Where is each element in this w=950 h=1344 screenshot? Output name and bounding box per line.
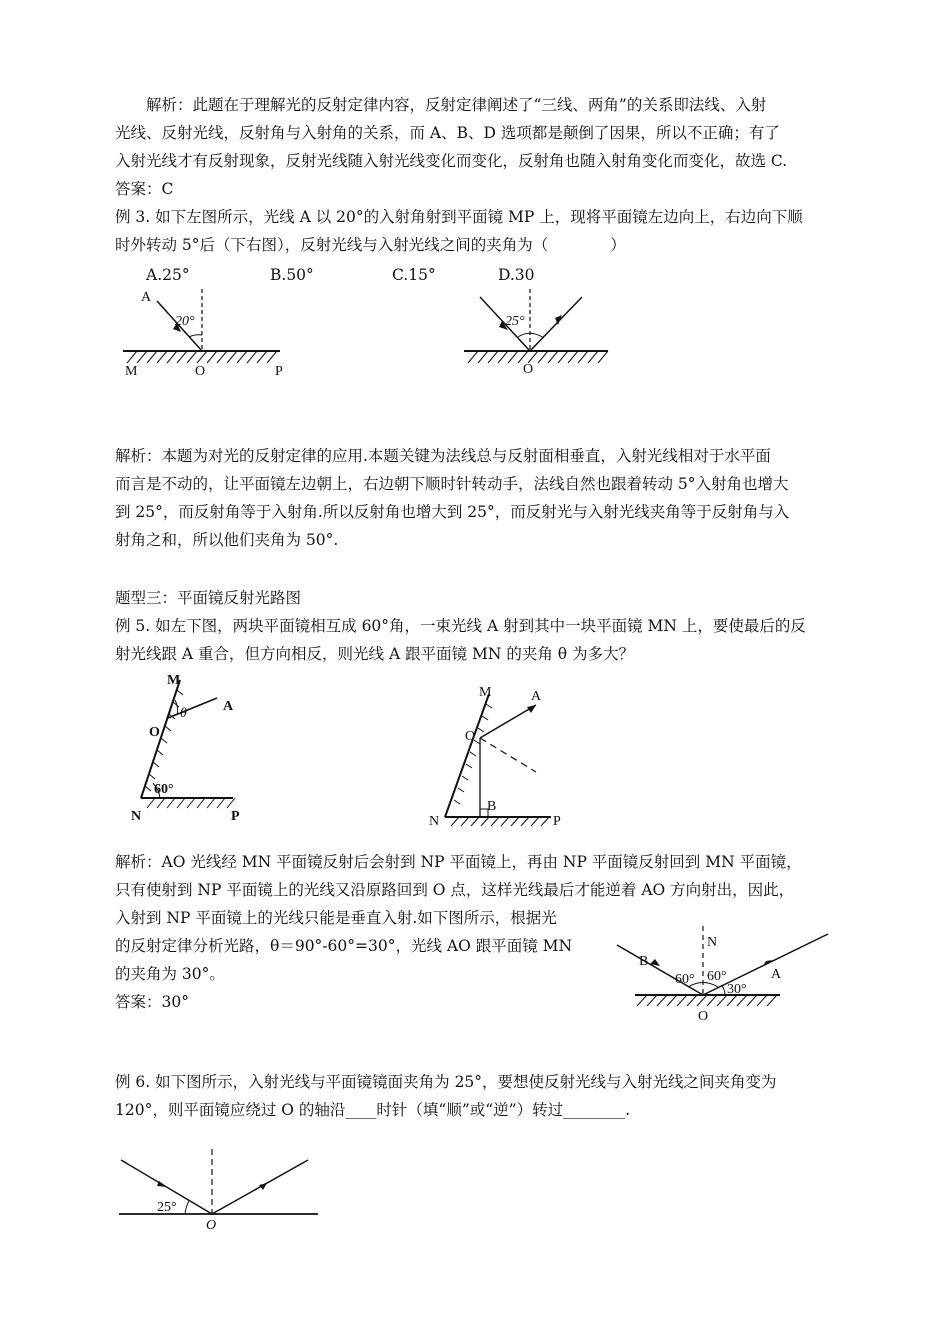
label-m: M [167, 673, 181, 688]
label-m: M [125, 364, 138, 379]
label-angle-30: 30° [727, 982, 747, 997]
option-c: C.15° [392, 266, 436, 284]
label-theta: θ [180, 706, 187, 721]
figure-two-mirrors [125, 670, 250, 828]
label-angle-left: 60° [675, 972, 695, 987]
label-a: A [141, 290, 152, 305]
text-line: 而言是不动的，让平面镜左边朝上，右边朝下顺时针转动手，法线自然也跟着转动 5°入射角也增大 [115, 475, 789, 493]
text-line: 光线、反射光线，反射角与入射角的关系，而 A、B、D 选项都是颠倒了因果，所以不正确；有了 [115, 124, 780, 142]
example6-question: 120°，则平面镜应绕过 O 的轴沿____时针（填“顺”或“逆”）转过________. [115, 1101, 631, 1119]
example5-question: 射光线跟 A 重合，但方向相反，则光线 A 跟平面镜 MN 的夹角 θ 为多大？ [115, 645, 635, 663]
text-line: 的夹角为 30°。 [115, 965, 225, 983]
text-line: 到 25°，而反射角等于入射角.所以反射角也增大到 25°，而反射光与入射光线夹角等于反射角与入 [115, 503, 790, 521]
label-n: N [429, 814, 440, 829]
label-o: O [523, 362, 534, 377]
figure-mirror-25deg-angle [115, 1145, 325, 1235]
label-b: B [639, 954, 649, 969]
text-line: 的反射定律分析光路，θ＝90°-60°=30°，光线 AO 跟平面镜 MN [115, 937, 573, 955]
label-a: A [531, 689, 542, 704]
figure-reflection-60deg [605, 920, 845, 1025]
example5-question: 例 5. 如左下图，两块平面镜相互成 60°角，一束光线 A 射到其中一块平面镜 MN 上，要使最后的反 [115, 617, 806, 635]
label-o: O [206, 1218, 217, 1233]
label-angle-right: 60° [707, 969, 727, 984]
option-a: A.25° [146, 266, 190, 284]
example3-question: 例 3. 如下左图所示，光线 A 以 20°的入射角射到平面镜 MP 上，现将平面镜左边向上，右边向下顺 [115, 208, 803, 226]
text-line: 解析：本题为对光的反射定律的应用.本题关键为法线总与反射面相垂直，入射光线相对于水平面 [115, 447, 771, 465]
answer-line: 答案：C [115, 180, 174, 198]
label-angle: 60° [154, 782, 174, 797]
figure-mirror-25deg [458, 285, 618, 380]
example3-question: 时外转动 5°后（下右图），反射光线与入射光线之间的夹角为（ ） [115, 236, 626, 254]
label-n: N [131, 809, 142, 824]
label-p: P [553, 814, 561, 829]
label-o: O [195, 364, 206, 379]
example6-question: 例 6. 如下图所示，入射光线与平面镜镜面夹角为 25°，要想使反射光线与入射光线之间夹角变为 [115, 1073, 777, 1091]
label-o: O [698, 1009, 709, 1024]
text-line: 解析：AO 光线经 MN 平面镜反射后会射到 NP 平面镜上，再由 NP 平面镜反射回到 MN 平面镜， [115, 853, 802, 871]
figure-mirror-20deg [115, 285, 315, 380]
label-o: O [149, 725, 160, 740]
label-angle: 25° [505, 314, 525, 329]
option-d: D.30 [498, 266, 535, 284]
answer-line: 答案：30° [115, 993, 189, 1011]
text-line: 入射光线才有反射现象，反射光线随入射光线变化而变化，反射角也随入射角变化而变化，故选 C. [115, 152, 788, 170]
text-line: 解析：此题在于理解光的反射定律内容，反射定律阐述了“三线、两角”的关系即法线、入射 [115, 96, 767, 114]
label-o: O [465, 729, 476, 744]
label-angle: 20° [175, 314, 195, 329]
label-angle: 25° [157, 1200, 177, 1215]
label-a: A [771, 967, 782, 982]
section-title: 题型三：平面镜反射光路图 [115, 589, 302, 607]
label-m: M [479, 685, 492, 700]
text-line: 射角之和，所以他们夹角为 50°. [115, 531, 339, 549]
label-p: P [231, 809, 240, 824]
label-p: P [275, 364, 283, 379]
label-b: B [487, 799, 497, 814]
label-n: N [707, 935, 718, 950]
figure-two-mirrors-path [423, 680, 573, 830]
label-a: A [223, 699, 234, 714]
option-b: B.50° [270, 266, 314, 284]
text-line: 只有使射到 NP 平面镜上的光线又沿原路回到 O 点，这样光线最后才能逆着 AO 方向射出，因此， [115, 881, 795, 899]
text-line: 入射到 NP 平面镜上的光线只能是垂直入射.如下图所示，根据光 [115, 909, 557, 927]
